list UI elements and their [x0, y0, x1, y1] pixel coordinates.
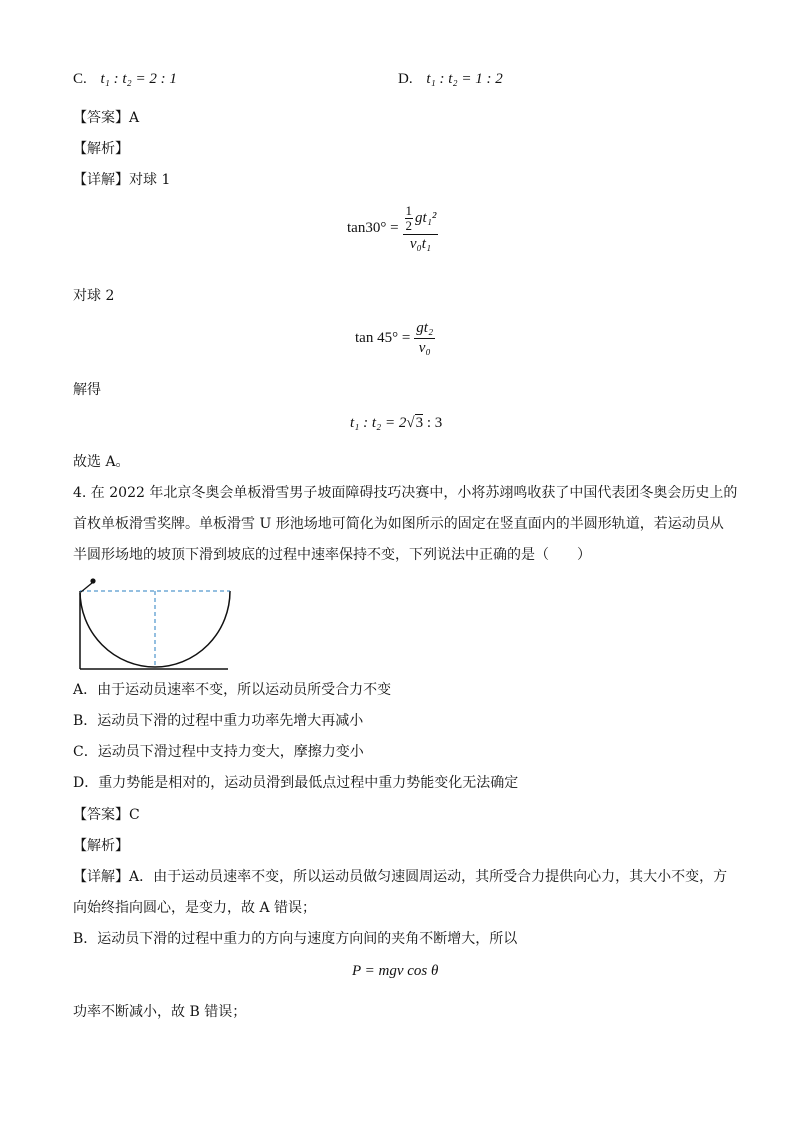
q4-detail-a-line1: 【详解】A．由于运动员速率不变，所以运动员做匀速圆周运动，其所受合力提供向心力，其大小不变，方: [73, 869, 728, 885]
q4-answer: 【答案】C: [73, 807, 140, 823]
eq3-sqrt: 3: [415, 415, 424, 431]
eq1-fraction: [403, 204, 439, 253]
q4-detail-b-line1: B．运动员下滑的过程中重力的方向与速度方向间的夹角不断增大，所以: [73, 931, 518, 947]
q4-analysis: 【解析】: [73, 838, 129, 854]
option-c-expr: t₁ : t₂ = 2 : 1: [100, 71, 177, 87]
eq1-lhs: tan30° =: [347, 220, 399, 236]
q4-stem-line2: 首枚单板滑雪奖牌。单板滑雪 U 形池场地可简化为如图所示的固定在竖直面内的半圆形轨道，若运动员从: [73, 516, 724, 532]
q3-detail-ball1: 【详解】对球 1: [73, 172, 171, 188]
equation-power: P = mgv cos θ: [352, 963, 439, 979]
eq2-numerator: gt₂: [414, 320, 435, 339]
diagram-athlete-head: [90, 578, 95, 583]
option-c: [73, 71, 177, 88]
halfpipe-diagram: [70, 575, 240, 675]
q3-choose: 故选 A。: [73, 454, 130, 470]
option-c-label: C.: [73, 71, 87, 87]
eq3-rhs: : 3: [423, 415, 443, 431]
eq2-fraction: [414, 320, 435, 357]
option-d: [398, 71, 503, 88]
q4-stem-line3: 半圆形场地的坡顶下滑到坡底的过程中速率保持不变，下列说法中正确的是（ ）: [73, 547, 591, 563]
q4-detail-b-line2: 功率不断减小，故 B 错误；: [73, 1004, 247, 1020]
equation-ratio: t₁ : t₂ = 2√3 : 3: [350, 415, 443, 431]
equation-tan45: [355, 320, 435, 357]
eq2-denominator: v₀: [418, 340, 431, 356]
q4-stem-line1: 4. 在 2022 年北京冬奥会单板滑雪男子坡面障碍技巧决赛中，小将苏翊鸣收获了中国代表团冬奥会历史上的: [73, 485, 738, 501]
eq1-half: 1 2: [405, 203, 413, 233]
q4-option-a: A．由于运动员速率不变，所以运动员所受合力不变: [73, 682, 392, 698]
q3-ball2: 对球 2: [73, 288, 115, 304]
option-d-label: D.: [398, 71, 413, 87]
q3-answer: 【答案】A: [73, 110, 140, 126]
q4-option-d: D．重力势能是相对的，运动员滑到最低点过程中重力势能变化无法确定: [73, 775, 519, 791]
q4-option-c: C．运动员下滑过程中支持力变大，摩擦力变小: [73, 744, 364, 760]
q3-analysis: 【解析】: [73, 141, 129, 157]
q4-detail-a-line2: 向始终指向圆心，是变力，故 A 错误；: [73, 900, 317, 916]
eq1-numerator: gt₁²: [415, 210, 437, 226]
option-d-expr: t₁ : t₂ = 1 : 2: [426, 71, 503, 87]
eq2-lhs: tan 45° =: [355, 330, 411, 346]
equation-tan30: [347, 204, 438, 253]
eq3-lhs: t₁ : t₂ = 2: [350, 415, 407, 431]
q3-solve: 解得: [73, 382, 101, 398]
eq1-denominator: v₀t₁: [409, 236, 432, 252]
q4-option-b: B．运动员下滑的过程中重力功率先增大再减小: [73, 713, 364, 729]
